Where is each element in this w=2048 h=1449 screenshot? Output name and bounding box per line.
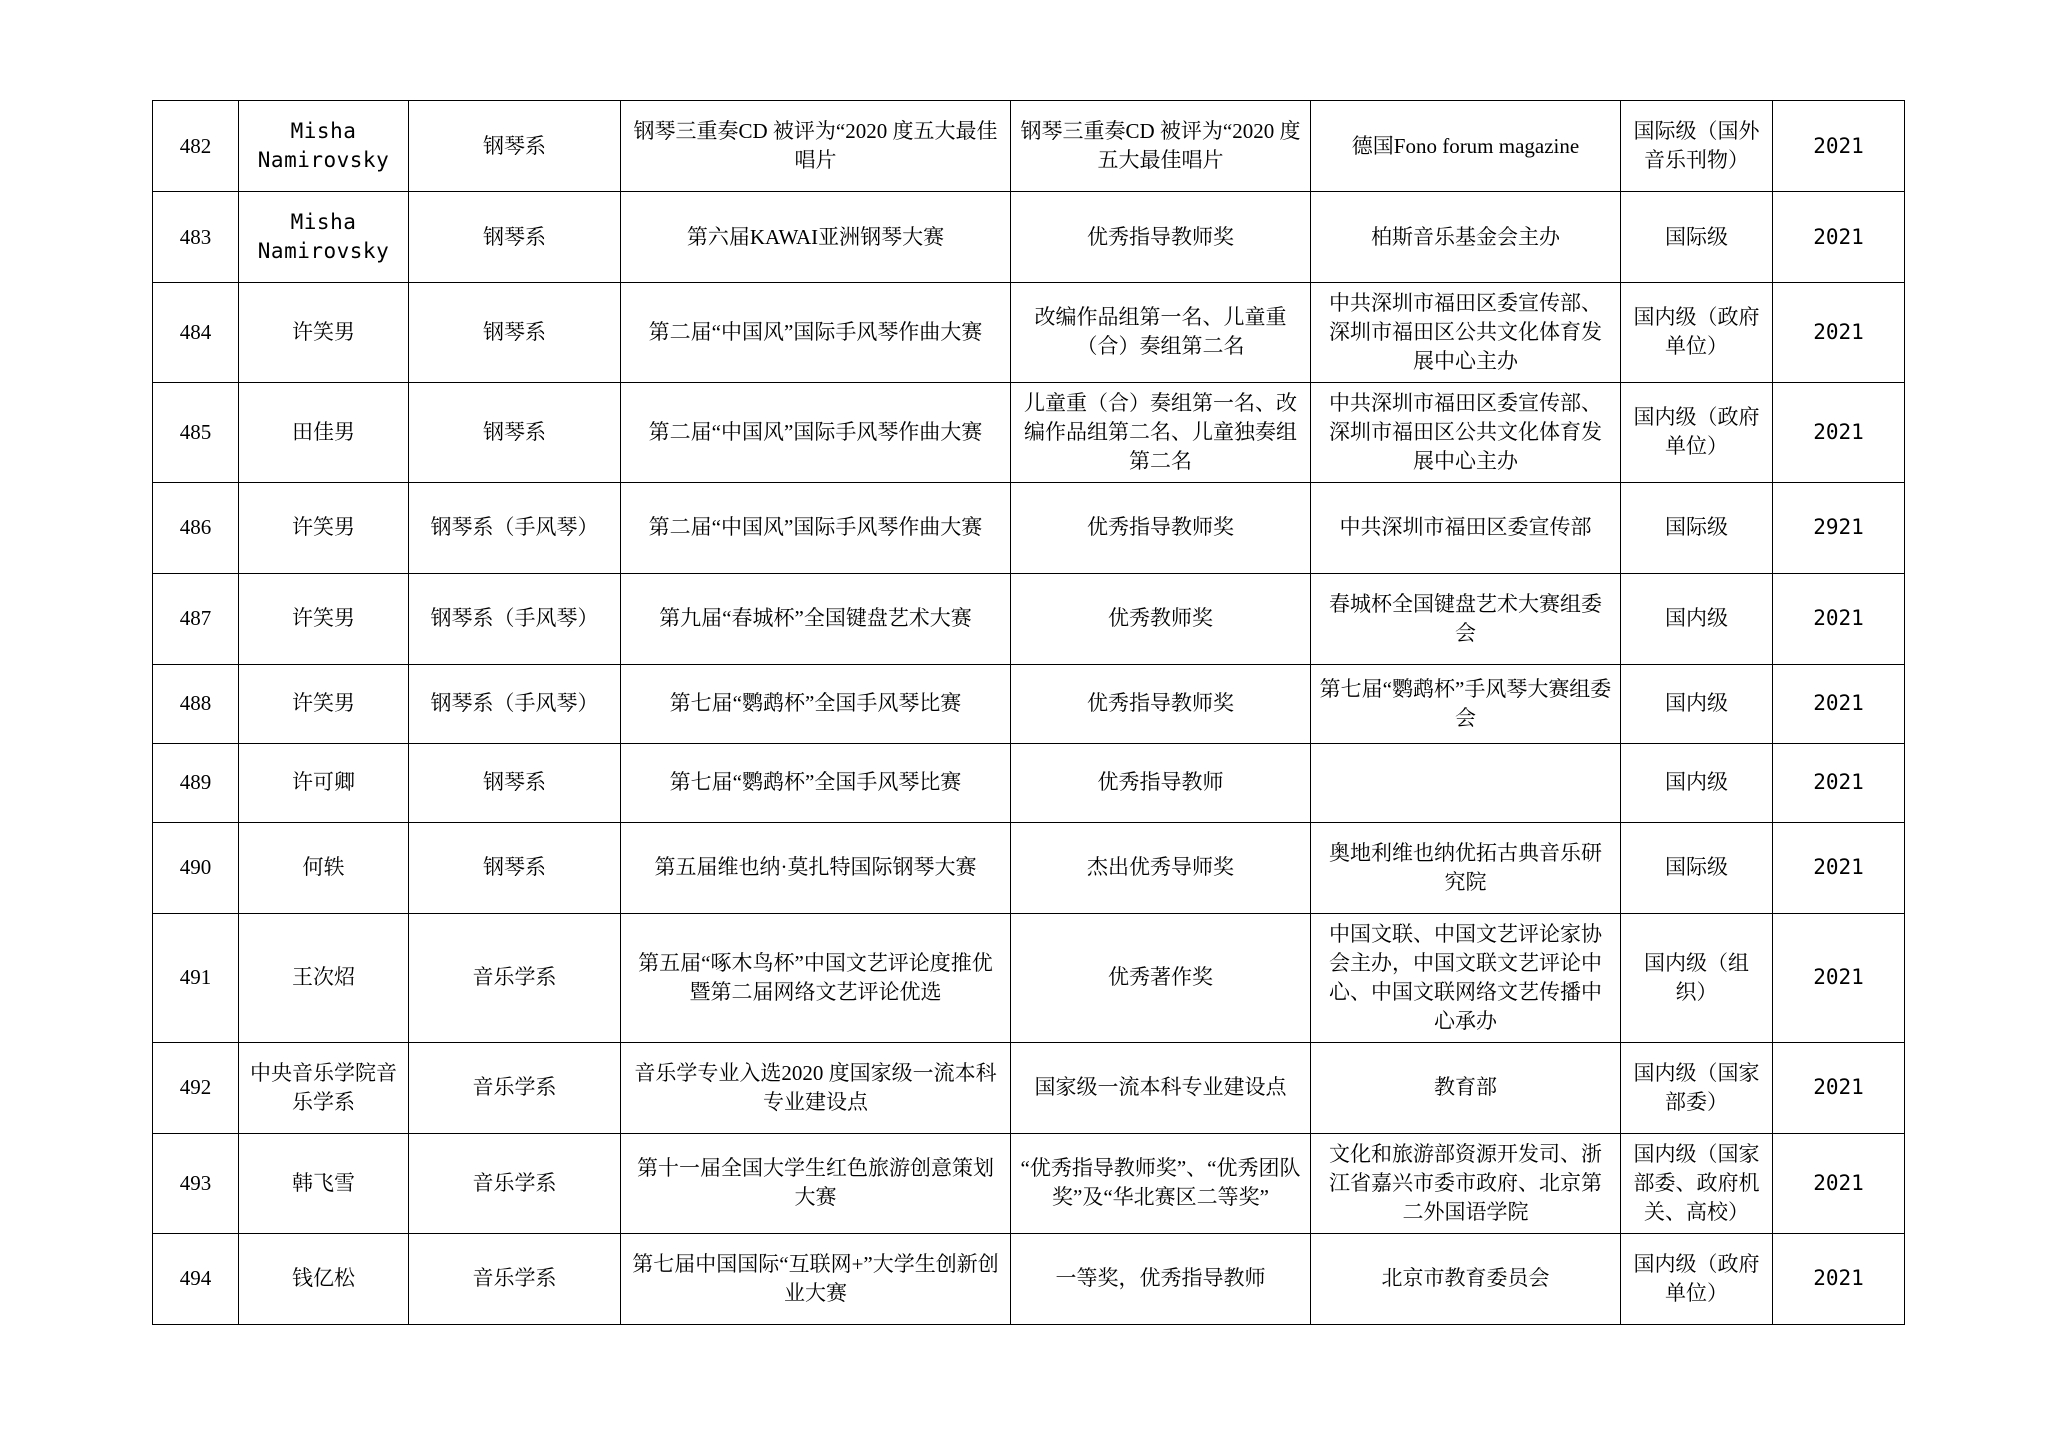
cell-index: 485 [153,382,239,482]
cell-index: 484 [153,283,239,383]
cell-project: 第六届KAWAI亚洲钢琴大赛 [621,192,1011,283]
table-row [153,1233,1905,1324]
cell-name: 何轶 [239,822,409,913]
cell-org: 春城杯全国键盘艺术大赛组委会 [1311,573,1621,664]
cell-name: 王次炤 [239,913,409,1042]
table-row [153,192,1905,283]
cell-project: 第五届维也纳·莫扎特国际钢琴大赛 [621,822,1011,913]
cell-dept: 钢琴系 [409,822,621,913]
table-row [153,482,1905,573]
cell-project: 第五届“啄木鸟杯”中国文艺评论度推优暨第二届网络文艺评论优选 [621,913,1011,1042]
cell-award: 杰出优秀导师奖 [1011,822,1311,913]
cell-org: 文化和旅游部资源开发司、浙江省嘉兴市委市政府、北京第二外国语学院 [1311,1133,1621,1233]
table-row [153,743,1905,822]
cell-org: 奥地利维也纳优拓古典音乐研究院 [1311,822,1621,913]
cell-name: 许笑男 [239,573,409,664]
cell-org: 北京市教育委员会 [1311,1233,1621,1324]
cell-index: 492 [153,1042,239,1133]
table-row [153,101,1905,192]
cell-org: 中国文联、中国文艺评论家协会主办，中国文联文艺评论中心、中国文联网络文艺传播中心承办 [1311,913,1621,1042]
cell-year: 2021 [1773,573,1905,664]
cell-org [1311,743,1621,822]
cell-dept: 音乐学系 [409,1042,621,1133]
cell-award: 改编作品组第一名、儿童重（合）奏组第二名 [1011,283,1311,383]
table-row [153,664,1905,743]
table-row [153,913,1905,1042]
cell-project: 第十一届全国大学生红色旅游创意策划大赛 [621,1133,1011,1233]
award-table-wrapper [152,100,1904,1325]
cell-award: 优秀指导教师奖 [1011,192,1311,283]
cell-dept: 钢琴系 [409,101,621,192]
cell-level: 国际级 [1621,822,1773,913]
cell-level: 国内级 [1621,743,1773,822]
cell-year: 2021 [1773,283,1905,383]
cell-dept: 钢琴系（手风琴） [409,664,621,743]
cell-year: 2021 [1773,664,1905,743]
cell-index: 491 [153,913,239,1042]
cell-index: 494 [153,1233,239,1324]
cell-award: 儿童重（合）奏组第一名、改编作品组第二名、儿童独奏组第二名 [1011,382,1311,482]
cell-award: 优秀指导教师 [1011,743,1311,822]
cell-level: 国内级 [1621,664,1773,743]
cell-year: 2021 [1773,101,1905,192]
cell-org: 柏斯音乐基金会主办 [1311,192,1621,283]
cell-name: 中央音乐学院音乐学系 [239,1042,409,1133]
cell-name: Misha Namirovsky [239,101,409,192]
cell-award: “优秀指导教师奖”、“优秀团队奖”及“华北赛区二等奖” [1011,1133,1311,1233]
cell-name: 许笑男 [239,482,409,573]
cell-index: 483 [153,192,239,283]
cell-name: Misha Namirovsky [239,192,409,283]
cell-project: 第七届“鹦鹉杯”全国手风琴比赛 [621,743,1011,822]
cell-project: 第二届“中国风”国际手风琴作曲大赛 [621,382,1011,482]
cell-project: 第九届“春城杯”全国键盘艺术大赛 [621,573,1011,664]
cell-project: 第二届“中国风”国际手风琴作曲大赛 [621,482,1011,573]
cell-year: 2021 [1773,743,1905,822]
cell-year: 2921 [1773,482,1905,573]
cell-dept: 钢琴系 [409,192,621,283]
cell-level: 国内级（组织） [1621,913,1773,1042]
cell-project: 第七届中国国际“互联网+”大学生创新创业大赛 [621,1233,1011,1324]
cell-dept: 钢琴系（手风琴） [409,482,621,573]
cell-index: 493 [153,1133,239,1233]
cell-index: 489 [153,743,239,822]
cell-index: 487 [153,573,239,664]
table-row [153,822,1905,913]
cell-name: 许笑男 [239,283,409,383]
cell-year: 2021 [1773,913,1905,1042]
cell-name: 韩飞雪 [239,1133,409,1233]
cell-award: 优秀指导教师奖 [1011,482,1311,573]
cell-level: 国内级（国家部委、政府机关、高校） [1621,1133,1773,1233]
table-row [153,1042,1905,1133]
cell-level: 国内级（国家部委） [1621,1042,1773,1133]
cell-year: 2021 [1773,1042,1905,1133]
cell-name: 钱亿松 [239,1233,409,1324]
table-row [153,382,1905,482]
cell-award: 优秀教师奖 [1011,573,1311,664]
cell-org: 教育部 [1311,1042,1621,1133]
cell-level: 国内级（政府单位） [1621,1233,1773,1324]
cell-level: 国际级（国外音乐刊物） [1621,101,1773,192]
cell-project: 第七届“鹦鹉杯”全国手风琴比赛 [621,664,1011,743]
table-row [153,573,1905,664]
cell-level: 国际级 [1621,192,1773,283]
cell-level: 国内级（政府单位） [1621,283,1773,383]
cell-index: 488 [153,664,239,743]
cell-year: 2021 [1773,1133,1905,1233]
cell-year: 2021 [1773,192,1905,283]
cell-award: 优秀指导教师奖 [1011,664,1311,743]
cell-org: 中共深圳市福田区委宣传部、深圳市福田区公共文化体育发展中心主办 [1311,382,1621,482]
cell-project: 音乐学专业入选2020 度国家级一流本科专业建设点 [621,1042,1011,1133]
cell-dept: 钢琴系 [409,382,621,482]
cell-level: 国内级 [1621,573,1773,664]
cell-dept: 音乐学系 [409,1233,621,1324]
cell-award: 国家级一流本科专业建设点 [1011,1042,1311,1133]
cell-name: 许可卿 [239,743,409,822]
cell-index: 490 [153,822,239,913]
cell-dept: 钢琴系 [409,283,621,383]
cell-dept: 音乐学系 [409,1133,621,1233]
cell-project: 第二届“中国风”国际手风琴作曲大赛 [621,283,1011,383]
table-row [153,283,1905,383]
cell-org: 德国Fono forum magazine [1311,101,1621,192]
award-table [152,100,1905,1325]
cell-org: 第七届“鹦鹉杯”手风琴大赛组委会 [1311,664,1621,743]
award-table-body [153,101,1905,1325]
cell-org: 中共深圳市福田区委宣传部 [1311,482,1621,573]
cell-year: 2021 [1773,822,1905,913]
cell-name: 许笑男 [239,664,409,743]
cell-org: 中共深圳市福田区委宣传部、深圳市福田区公共文化体育发展中心主办 [1311,283,1621,383]
cell-index: 482 [153,101,239,192]
cell-award: 一等奖，优秀指导教师 [1011,1233,1311,1324]
cell-dept: 钢琴系 [409,743,621,822]
table-row [153,1133,1905,1233]
cell-level: 国内级（政府单位） [1621,382,1773,482]
cell-award: 钢琴三重奏CD 被评为“2020 度五大最佳唱片 [1011,101,1311,192]
cell-dept: 钢琴系（手风琴） [409,573,621,664]
cell-award: 优秀著作奖 [1011,913,1311,1042]
cell-level: 国际级 [1621,482,1773,573]
cell-project: 钢琴三重奏CD 被评为“2020 度五大最佳唱片 [621,101,1011,192]
cell-index: 486 [153,482,239,573]
cell-year: 2021 [1773,1233,1905,1324]
cell-dept: 音乐学系 [409,913,621,1042]
cell-name: 田佳男 [239,382,409,482]
cell-year: 2021 [1773,382,1905,482]
